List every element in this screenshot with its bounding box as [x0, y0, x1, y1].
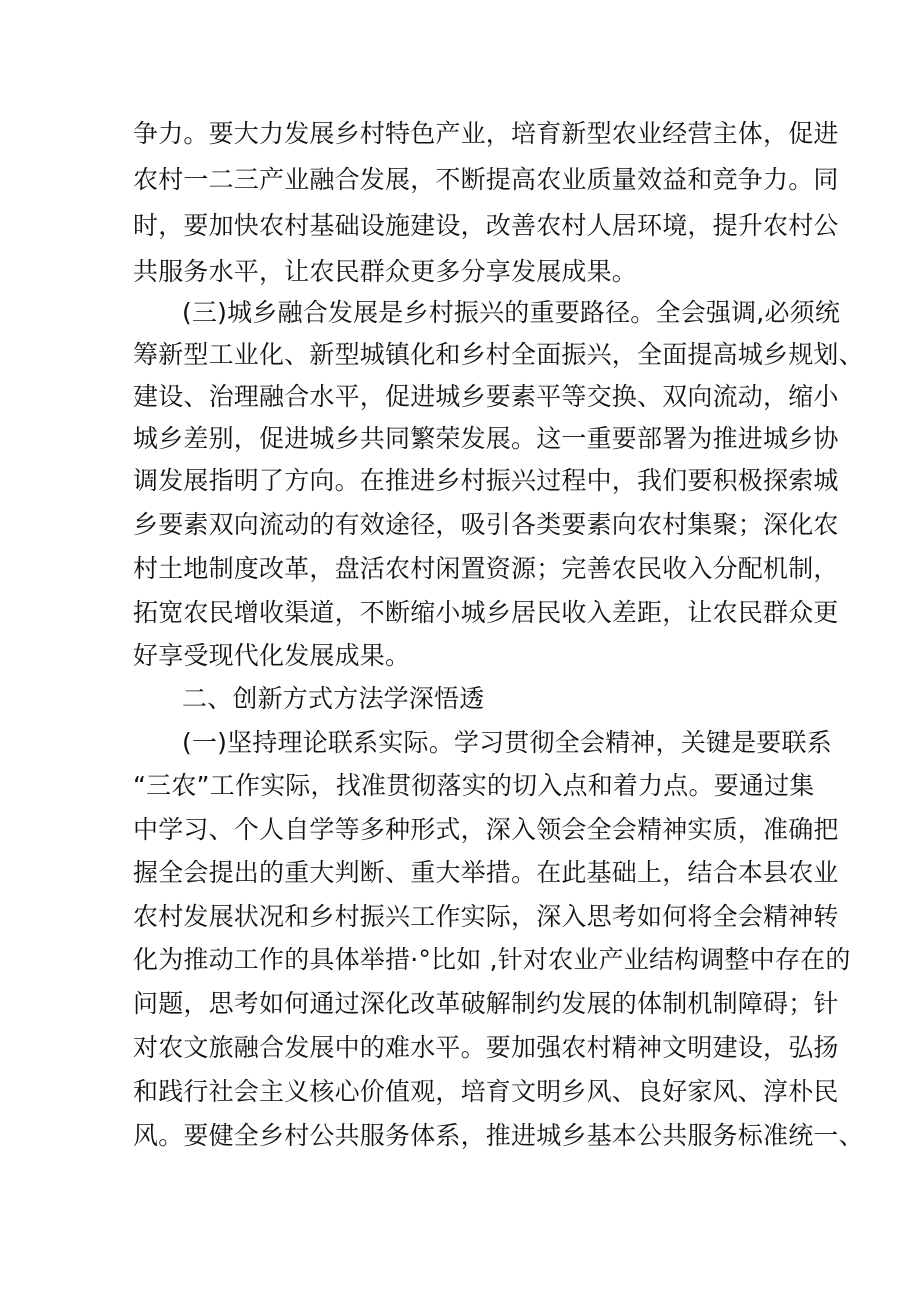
- text-line-12: 拓宽农民增收渠道，不断缩小城乡居民收入差距，让农民群众更: [133, 598, 839, 627]
- text-line-23: 和践行社会主义核心价值观，培育文明乡风、良好家风、淳朴民: [133, 1077, 839, 1106]
- text-line-4: 共服务水平，让农民群众更多分享发展成果。: [133, 257, 638, 286]
- text-line-20: 化为推动工作的具体举措·°比如 ,针对农业产业结构调整中存在的: [133, 945, 851, 974]
- text-line-7: 建设、治理融合水平，促进城乡要素平等交换、双向流动，缩小: [133, 382, 839, 411]
- text-line-6: 筹新型工业化、新型城镇化和乡村全面振兴，全面提高城乡规划、: [133, 340, 864, 369]
- paragraph-start-line-15: (一)坚持理论联系实际。学习贯彻全会精神，关键是要联系: [182, 728, 832, 757]
- text-line-16: “三农”工作实际，找准贯彻落实的切入点和着力点。要通过集: [133, 771, 815, 800]
- text-line-9: 调发展指明了方向。在推进乡村振兴过程中，我们要积极探索城: [133, 466, 839, 495]
- text-line-17: 中学习、个人自学等多种形式，深入领会全会精神实质，准确把: [133, 815, 839, 844]
- text-line-1: 争力。要大力发展乡村特色产业，培育新型农业经营主体，促进: [133, 119, 839, 148]
- text-line-22: 对农文旅融合发展中的难水平。要加强农村精神文明建设，弘扬: [133, 1033, 839, 1062]
- section-heading: 二、创新方式方法学深悟透: [182, 684, 485, 713]
- text-line-2: 农村一二三产业融合发展，不断提高农业质量效益和竞争力。同: [133, 165, 839, 194]
- text-line-3: 时，要加快农村基础设施建设，改善农村人居环境，提升农村公: [133, 211, 839, 240]
- text-line-8: 城乡差别，促进城乡共同繁荣发展。这一重要部署为推进城乡协: [133, 424, 839, 453]
- text-line-13: 好享受现代化发展成果。: [133, 641, 411, 670]
- text-line-10: 乡要素双向流动的有效途径，吸引各类要素向农村集聚；深化农: [133, 510, 839, 539]
- text-line-11: 村土地制度改革，盘活农村闲置资源；完善农民收入分配机制，: [133, 554, 839, 583]
- text-line-18: 握全会提出的重大判断、重大举措。在此基础上，结合本县农业: [133, 858, 839, 887]
- paragraph-start-line-5: (三)城乡融合发展是乡村振兴的重要路径。全会强调,必须统: [182, 298, 841, 327]
- text-line-19: 农村发展状况和乡村振兴工作实际，深入思考如何将全会精神转: [133, 902, 839, 931]
- text-line-24: 风。要健全乡村公共服务体系，推进城乡基本公共服务标准统一、: [133, 1121, 864, 1150]
- text-line-21: 问题，思考如何通过深化改革破解制约发展的体制机制障碍；针: [133, 989, 839, 1018]
